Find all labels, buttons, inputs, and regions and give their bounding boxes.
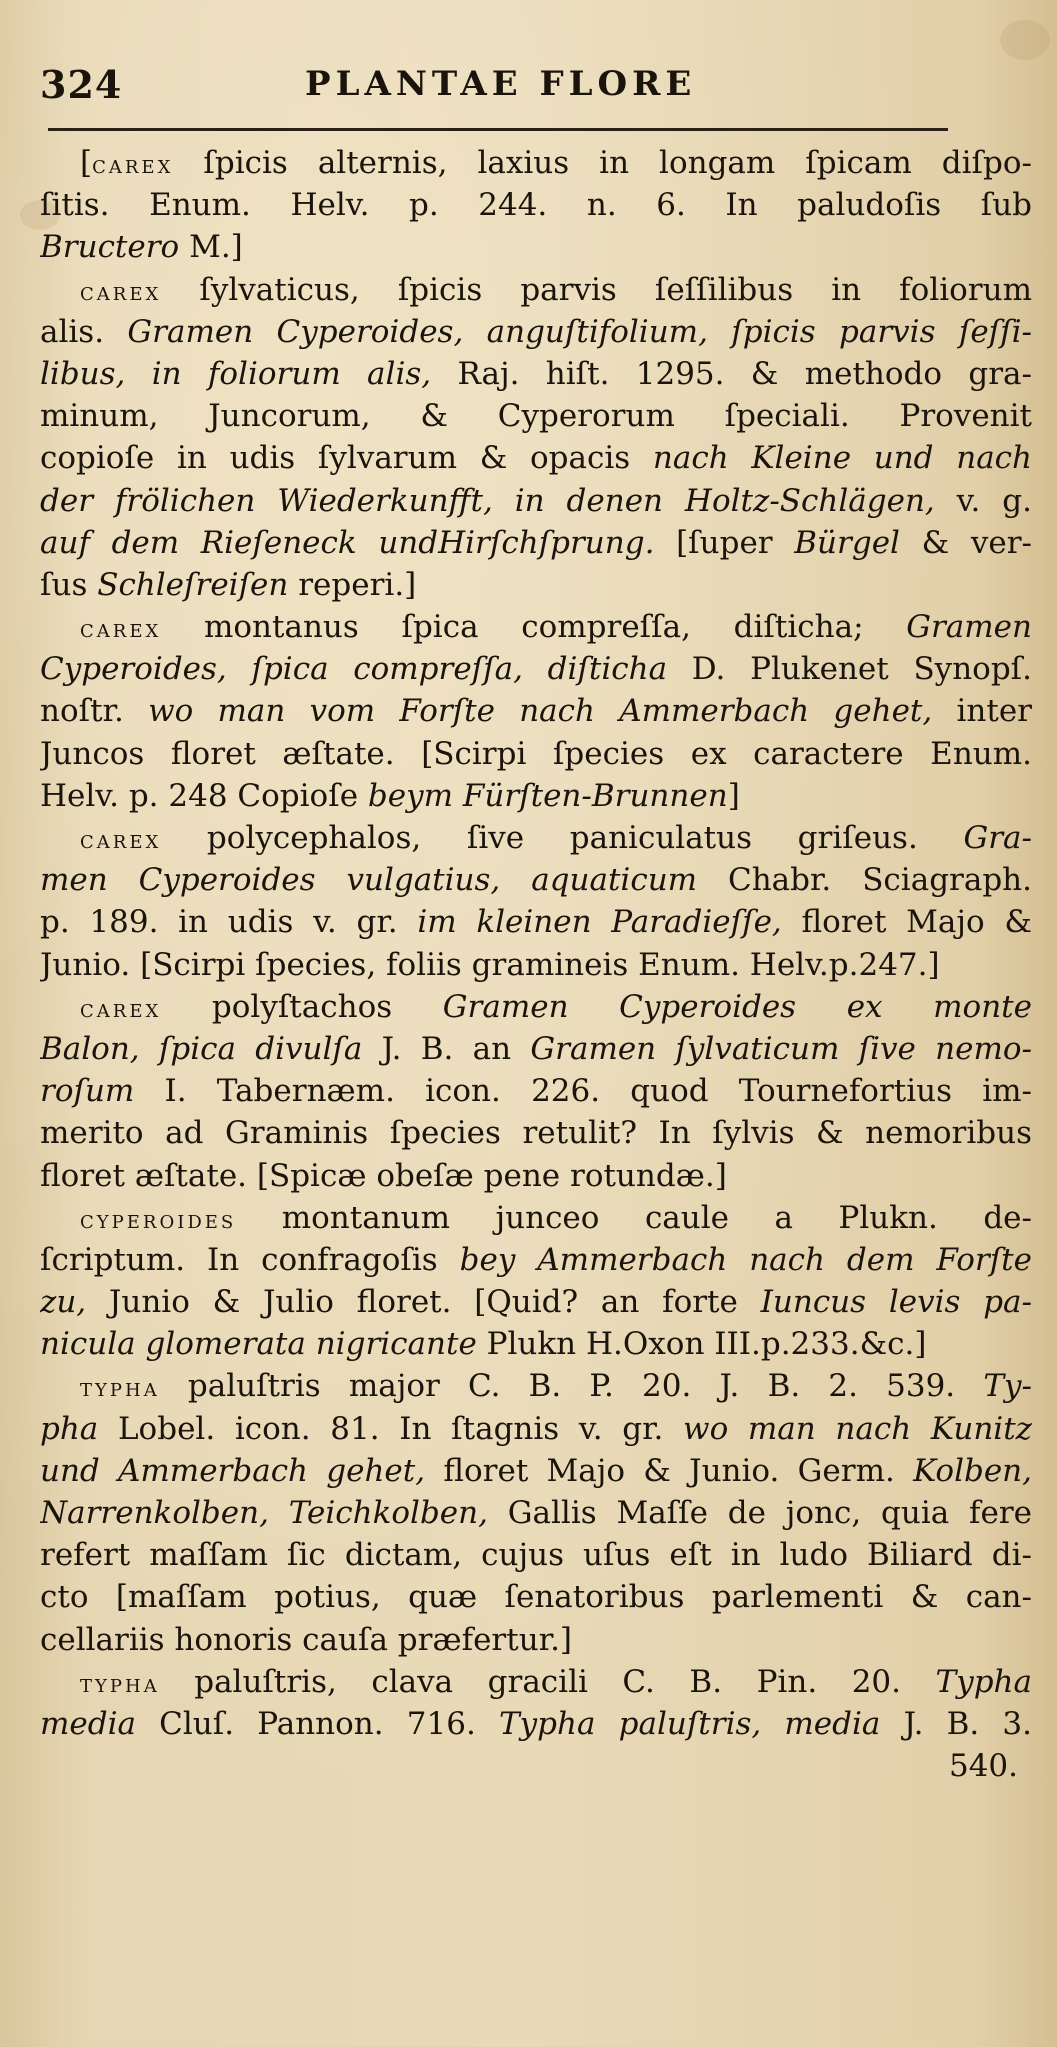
roman-text: Raj. hiſt. 1295. & methodo gra- [431, 355, 1032, 392]
text-line [40, 1450, 1032, 1492]
roman-text: ] [727, 777, 740, 814]
text-line [40, 859, 1032, 901]
text-line [40, 1281, 1032, 1323]
roman-text: v. g. [934, 482, 1032, 519]
roman-text: & ver- [899, 524, 1032, 561]
roman-text: Chabr. Sciagraph. [697, 862, 1032, 899]
text-line [40, 817, 1032, 859]
italic-text: Gramen Cyperoides, anguſtifolium, ſpicis parvis ſeſſi- [127, 313, 1032, 350]
italic-text: Gramen [906, 609, 1032, 646]
genus-name: typha [80, 1668, 160, 1699]
roman-text: ſpicis alternis, laxius in longam ſpicam diſpo- [173, 145, 1032, 181]
roman-text: ſitis. Enum. Helv. p. 244. n. 6. In paludoſis ſub [40, 187, 1032, 224]
italic-text: men Cyperoides vulgatius, aquaticum [40, 862, 698, 899]
roman-text: noſtr. [40, 693, 149, 730]
roman-text: 540. [948, 1748, 1018, 1785]
italic-text: Typha paluſtris, media [498, 1705, 881, 1742]
genus-name: carex [92, 150, 174, 180]
italic-text: Ty- [983, 1368, 1032, 1405]
roman-text: montanum junceo caule a Plukn. de- [236, 1199, 1032, 1236]
roman-text: merito ad Graminis ſpecies retulit? In ſylvis & nemoribus [40, 1115, 1032, 1152]
text-line [40, 522, 1032, 564]
roman-text: Plukn H.Oxon III.p.233.&c.] [476, 1326, 927, 1363]
italic-text: Bructero [40, 229, 180, 266]
text-line [40, 733, 1032, 775]
text-line [40, 1619, 1032, 1661]
genus-name: carex [80, 276, 162, 307]
roman-text: p. 189. in udis v. gr. [40, 904, 418, 941]
text-line [40, 606, 1032, 648]
roman-text: Gallis Maſſe de jonc, quia fere [487, 1495, 1032, 1531]
roman-text: inter [932, 693, 1032, 730]
roman-text: paluſtris, clava gracili C. B. Pin. 20. [159, 1663, 936, 1700]
text-line [40, 184, 1032, 226]
text-line [40, 353, 1032, 395]
text-line [40, 395, 1032, 437]
italic-text: bey Ammerbach nach dem Forſte [459, 1241, 1032, 1278]
italic-text: und Ammerbach gehet, [40, 1452, 426, 1489]
text-line [40, 1323, 1032, 1365]
italic-text: nach Kleine und nach [652, 440, 1032, 477]
italic-text: beym Fürſten-Brunnen [367, 777, 728, 814]
text-line [40, 1534, 1032, 1576]
roman-text: polycephalos, ſive paniculatus griſeus. [161, 820, 964, 856]
roman-text: minum, Juncorum, & Cyperorum ſpeciali. Provenit [40, 398, 1032, 435]
roman-text: cto [maſſam potius, quæ ſenatoribus parlementi & can- [40, 1579, 1032, 1616]
text-line [40, 1239, 1032, 1281]
text-line [40, 775, 1032, 817]
text-line [40, 944, 1032, 986]
text-line [40, 1408, 1032, 1450]
italic-text: Cyperoides, ſpica compreſſa, diſticha [40, 651, 668, 688]
roman-text: Cluſ. Pannon. 716. [135, 1705, 499, 1742]
roman-text: reperi.] [288, 566, 417, 603]
text-line [40, 1576, 1032, 1618]
genus-name: carex [80, 614, 162, 645]
running-head: PLANTAE FLORE [305, 64, 697, 104]
italic-text: roſum [40, 1073, 135, 1110]
italic-text: im kleinen Paradieſſe, [417, 904, 782, 941]
roman-text: floret Majo & [781, 904, 1032, 941]
roman-text: polyſtachos [161, 988, 443, 1025]
genus-name: typha [80, 1373, 160, 1404]
italic-text: libus, in foliorum alis, [40, 355, 432, 392]
genus-name: carex [80, 993, 162, 1024]
roman-text: Helv. p. 248 Copioſe [40, 777, 368, 814]
roman-text: I. Tabernæm. icon. 226. quod Tournefortius im- [134, 1073, 1032, 1110]
text-line [40, 564, 1032, 606]
header-rule [48, 128, 948, 131]
roman-text: ſus [40, 566, 98, 603]
italic-text: Balon, ſpica divulſa [40, 1030, 363, 1067]
roman-text: [ [80, 145, 93, 181]
roman-text: cellariis honoris cauſa præfertur.] [40, 1621, 573, 1658]
roman-text: alis. [40, 313, 128, 350]
roman-text: paluſtris major C. B. P. 20. J. B. 2. 539. [159, 1368, 984, 1405]
body-text [40, 142, 1032, 1787]
roman-text: Juncos floret æſtate. [Scirpi ſpecies ex caractere Enum. [40, 735, 1032, 772]
text-line [40, 1745, 1032, 1787]
italic-text: nicula glomerata nigricante [40, 1326, 477, 1363]
italic-text: pha [40, 1410, 99, 1447]
italic-text: Narrenkolben, Teichkolben, [40, 1495, 488, 1531]
text-line [40, 1155, 1032, 1197]
italic-text: Kolben, [913, 1452, 1032, 1489]
italic-text: wo man nach Kunitz [683, 1410, 1032, 1447]
roman-text: D. Plukenet Synopſ. [667, 651, 1032, 688]
italic-text: Schleſreiſen [97, 566, 289, 603]
text-line [40, 1028, 1032, 1070]
roman-text: [ſuper [654, 524, 795, 561]
text-line [40, 311, 1032, 353]
text-line [40, 1365, 1032, 1407]
roman-text: Junio. [Scirpi ſpecies, foliis gramineis Enum. Helv.p.247.] [40, 946, 940, 983]
text-line [40, 986, 1032, 1028]
roman-text: montanus ſpica compreſſa, diſticha; [161, 609, 907, 646]
italic-text: auf dem Rieſeneck undHirſchſprung. [40, 524, 655, 561]
text-line [40, 1197, 1032, 1239]
text-line [40, 1703, 1032, 1745]
text-line [40, 1070, 1032, 1112]
italic-text: Bürgel [794, 524, 900, 561]
text-line [40, 269, 1032, 311]
roman-text: ſcriptum. In confragoſis [40, 1241, 460, 1278]
paper-stain [1000, 20, 1050, 60]
italic-text: der frölichen Wiederkunfft, in denen Holtz-Schlägen, [40, 482, 935, 519]
italic-text: Gramen Cyperoides ex monte [442, 988, 1032, 1025]
roman-text: refert maſſam ſic dictam, cujus uſus eſt in ludo Biliard di- [40, 1537, 1032, 1574]
roman-text: copioſe in udis ſylvarum & opacis [40, 440, 653, 477]
roman-text: Junio & Julio floret. [Quid? an forte [86, 1284, 761, 1321]
italic-text: media [40, 1705, 136, 1742]
roman-text: floret æſtate. [Spicæ obeſæ pene rotundæ.] [40, 1157, 727, 1194]
genus-name: cyperoides [80, 1204, 237, 1235]
text-line [40, 480, 1032, 522]
roman-text: J. B. an [362, 1030, 531, 1067]
roman-text: J. B. 3. [880, 1705, 1032, 1742]
text-line [40, 901, 1032, 943]
italic-text: Iuncus levis pa- [760, 1284, 1032, 1321]
text-line [40, 1661, 1032, 1703]
text-line [40, 437, 1032, 479]
genus-name: carex [80, 825, 162, 855]
text-line [40, 648, 1032, 690]
page-number: 324 [40, 62, 123, 107]
italic-text: Gramen ſylvaticum ſive nemo- [530, 1030, 1032, 1067]
page-header [40, 60, 1020, 120]
italic-text: Gra- [963, 820, 1032, 856]
roman-text: M.] [179, 229, 243, 266]
italic-text: wo man vom Forſte nach Ammerbach gehet, [148, 693, 933, 730]
roman-text: Lobel. icon. 81. In ſtagnis v. gr. [98, 1410, 684, 1447]
roman-text: floret Majo & Junio. Germ. [425, 1452, 914, 1489]
text-line [40, 1112, 1032, 1154]
text-line [40, 226, 1032, 268]
italic-text: Typha [935, 1663, 1032, 1700]
text-line [40, 1492, 1032, 1534]
text-line [40, 690, 1032, 732]
italic-text: zu, [40, 1284, 87, 1321]
text-line [40, 142, 1032, 184]
roman-text: ſylvaticus, ſpicis parvis ſeſſilibus in foliorum [161, 271, 1032, 308]
